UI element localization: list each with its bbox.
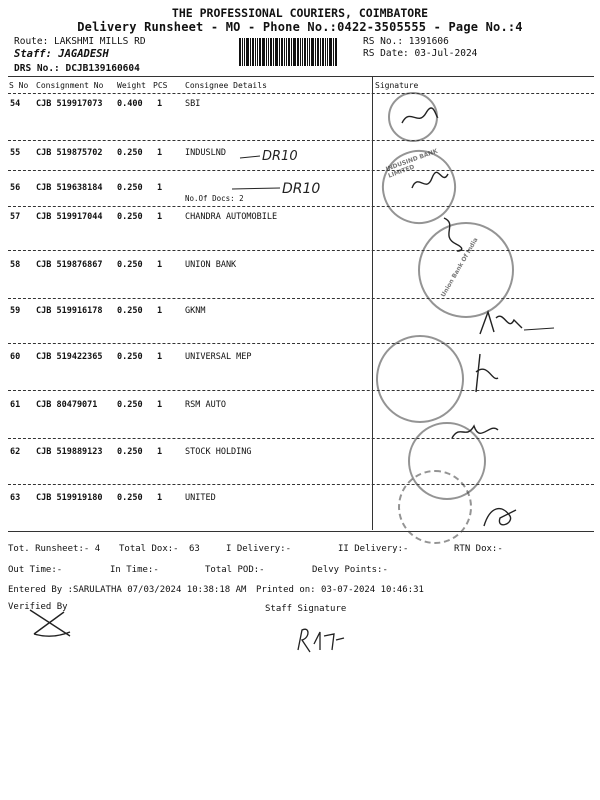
stamp-indusind-text: INDUSIND BANK LIMITED bbox=[384, 147, 439, 180]
row-consignee: RSM AUTO bbox=[185, 400, 226, 410]
barcode-bar bbox=[307, 38, 308, 66]
row-weight: 0.250 bbox=[117, 352, 143, 362]
row-divider bbox=[8, 484, 594, 485]
signature-column-divider bbox=[372, 76, 373, 530]
barcode-bar bbox=[300, 38, 301, 66]
barcode-bar bbox=[288, 38, 290, 66]
signature-row54 bbox=[400, 105, 440, 129]
runsheet-title: Delivery Runsheet - MO - Phone No.:0422-3505555 - Page No.:4 bbox=[77, 20, 523, 34]
row-pcs: 1 bbox=[157, 183, 163, 193]
barcode bbox=[239, 38, 352, 66]
ii-delivery: II Delivery:- bbox=[338, 544, 409, 554]
row-docs-note: No.Of Docs: 2 bbox=[185, 194, 244, 203]
row-sno: 63 bbox=[10, 493, 21, 503]
row-pcs: 1 bbox=[157, 352, 163, 362]
barcode-bar bbox=[257, 38, 258, 66]
handwriting-row55-text: DR10 bbox=[262, 149, 298, 164]
barcode-bar bbox=[322, 38, 324, 66]
row-consignment-no: CJB 519917044 bbox=[36, 212, 103, 222]
signature-row57 bbox=[438, 214, 468, 254]
signature-row60 bbox=[470, 352, 500, 402]
row-sno: 62 bbox=[10, 447, 21, 457]
col-header-weight: Weight bbox=[117, 81, 146, 90]
total-dox-value: 63 bbox=[189, 544, 200, 554]
stamp-universal-mep bbox=[376, 335, 464, 423]
handwriting-row56-text: DR10 bbox=[282, 181, 321, 197]
row-consignment-no: CJB 519422365 bbox=[36, 352, 103, 362]
barcode-bar bbox=[317, 38, 319, 66]
company-name: THE PROFESSIONAL COURIERS, COIMBATORE bbox=[171, 6, 429, 20]
col-header-consignment: Consignment No bbox=[36, 81, 104, 90]
row-pcs: 1 bbox=[157, 260, 163, 270]
row-divider bbox=[8, 438, 594, 439]
barcode-bar bbox=[250, 38, 251, 66]
barcode-bar bbox=[279, 38, 280, 66]
tot-runsheet: Tot. Runsheet:- 4 bbox=[8, 544, 101, 554]
barcode-bar bbox=[262, 38, 265, 66]
row-pcs: 1 bbox=[157, 148, 163, 158]
row-pcs: 1 bbox=[157, 99, 163, 109]
row-divider bbox=[8, 390, 594, 391]
stamp-united bbox=[398, 470, 472, 544]
row-consignee: SBI bbox=[185, 99, 201, 109]
row-pcs: 1 bbox=[157, 212, 163, 222]
row-consignee: CHANDRA AUTOMOBILE bbox=[185, 212, 278, 222]
barcode-bar bbox=[268, 38, 269, 66]
row-weight: 0.250 bbox=[117, 148, 143, 158]
row-weight: 0.250 bbox=[117, 447, 143, 457]
in-time: In Time:- bbox=[110, 565, 159, 575]
barcode-bar bbox=[252, 38, 254, 66]
row-consignment-no: CJB 519916178 bbox=[36, 306, 103, 316]
row-consignment-no: CJB 519876867 bbox=[36, 260, 103, 270]
barcode-bar bbox=[335, 38, 337, 66]
barcode-bar bbox=[297, 38, 299, 66]
row-consignee: GKNM bbox=[185, 306, 206, 316]
staff-label: Staff: JAGADESH bbox=[14, 48, 109, 60]
row-divider bbox=[8, 170, 594, 171]
entered-by: Entered By :SARULATHA 07/03/2024 10:38:18 AM bbox=[8, 585, 247, 595]
row-consignee: INDUSLND bbox=[185, 148, 226, 158]
row-weight: 0.250 bbox=[117, 183, 143, 193]
barcode-bar bbox=[291, 38, 292, 66]
col-header-signature: Signature bbox=[375, 81, 419, 90]
barcode-bar bbox=[273, 38, 274, 66]
row-sno: 55 bbox=[10, 148, 21, 158]
row-weight: 0.400 bbox=[117, 99, 143, 109]
barcode-bar bbox=[315, 38, 316, 66]
total-dox-label: Total Dox:- bbox=[119, 544, 179, 554]
barcode-bar bbox=[255, 38, 256, 66]
barcode-bar bbox=[284, 38, 285, 66]
row-sno: 54 bbox=[10, 99, 21, 109]
barcode-bar bbox=[246, 38, 249, 66]
barcode-bar bbox=[266, 38, 267, 66]
row-weight: 0.250 bbox=[117, 260, 143, 270]
barcode-bar bbox=[244, 38, 245, 66]
row-weight: 0.250 bbox=[117, 306, 143, 316]
barcode-bar bbox=[327, 38, 328, 66]
row-consignee: UNITED bbox=[185, 493, 216, 503]
row-pcs: 1 bbox=[157, 400, 163, 410]
signature-row59 bbox=[478, 308, 558, 342]
total-pod: Total POD:- bbox=[205, 565, 265, 575]
rs-date: RS Date: 03-Jul-2024 bbox=[363, 48, 478, 59]
handwriting-row55 bbox=[240, 146, 300, 166]
row-consignment-no: CJB 519638184 bbox=[36, 183, 103, 193]
barcode-bar bbox=[259, 38, 261, 66]
row-divider bbox=[8, 140, 594, 141]
i-delivery: I Delivery:- bbox=[226, 544, 292, 554]
row-consignment-no: CJB 80479071 bbox=[36, 400, 98, 410]
row-weight: 0.250 bbox=[117, 400, 143, 410]
row-sno: 61 bbox=[10, 400, 21, 410]
signature-row63 bbox=[480, 500, 520, 534]
verified-signature bbox=[24, 606, 76, 638]
barcode-bar bbox=[286, 38, 287, 66]
barcode-bar bbox=[325, 38, 326, 66]
row-divider bbox=[8, 206, 594, 207]
row-sno: 57 bbox=[10, 212, 21, 222]
row-divider bbox=[8, 298, 594, 299]
row-consignment-no: CJB 519889123 bbox=[36, 447, 103, 457]
barcode-bar bbox=[281, 38, 283, 66]
rtn-dox: RTN Dox:- bbox=[454, 544, 503, 554]
row-sno: 56 bbox=[10, 183, 21, 193]
row-sno: 59 bbox=[10, 306, 21, 316]
barcode-bar bbox=[293, 38, 296, 66]
barcode-bar bbox=[270, 38, 272, 66]
barcode-bar bbox=[329, 38, 332, 66]
row-consignee: UNIVERSAL MEP bbox=[185, 352, 252, 362]
handwriting-row56 bbox=[232, 178, 322, 198]
barcode-bar bbox=[275, 38, 278, 66]
delvy-points: Delvy Points:- bbox=[312, 565, 388, 575]
col-header-consignee: Consignee Details bbox=[185, 81, 267, 90]
barcode-bar bbox=[239, 38, 241, 66]
barcode-bar bbox=[242, 38, 243, 66]
row-consignment-no: CJB 519875702 bbox=[36, 148, 103, 158]
row-pcs: 1 bbox=[157, 493, 163, 503]
row-consignment-no: CJB 519919180 bbox=[36, 493, 103, 503]
route-label: Route: LAKSHMI MILLS RD bbox=[14, 36, 146, 47]
col-header-pcs: PCS bbox=[153, 81, 168, 90]
barcode-bar bbox=[333, 38, 334, 66]
row-consignee: STOCK HOLDING bbox=[185, 447, 252, 457]
row-weight: 0.250 bbox=[117, 212, 143, 222]
row-sno: 58 bbox=[10, 260, 21, 270]
signature-row62 bbox=[450, 418, 500, 448]
signature-row56 bbox=[410, 168, 450, 198]
barcode-bar bbox=[311, 38, 314, 66]
table-top-border bbox=[8, 76, 594, 77]
row-consignee: UNION BANK bbox=[185, 260, 237, 270]
barcode-bar bbox=[304, 38, 306, 66]
row-pcs: 1 bbox=[157, 306, 163, 316]
row-pcs: 1 bbox=[157, 447, 163, 457]
row-divider bbox=[8, 343, 594, 344]
staff-signature-label: Staff Signature bbox=[265, 604, 347, 614]
table-header-divider bbox=[8, 93, 594, 94]
stamp-union-text: Union Bank Of India bbox=[439, 236, 480, 299]
row-consignment-no: CJB 519917073 bbox=[36, 99, 103, 109]
col-header-sno: S No bbox=[9, 81, 29, 90]
printed-on: Printed on: 03-07-2024 10:46:31 bbox=[256, 585, 424, 595]
barcode-bar bbox=[309, 38, 310, 66]
row-sno: 60 bbox=[10, 352, 21, 362]
verified-by: Verified By bbox=[8, 602, 68, 612]
drs-number: DRS No.: DCJB139160604 bbox=[14, 63, 140, 74]
staff-signature-scribble bbox=[296, 622, 346, 656]
out-time: Out Time:- bbox=[8, 565, 63, 575]
barcode-bar bbox=[320, 38, 321, 66]
row-weight: 0.250 bbox=[117, 493, 143, 503]
rs-number: RS No.: 1391606 bbox=[363, 36, 449, 47]
barcode-bar bbox=[302, 38, 303, 66]
